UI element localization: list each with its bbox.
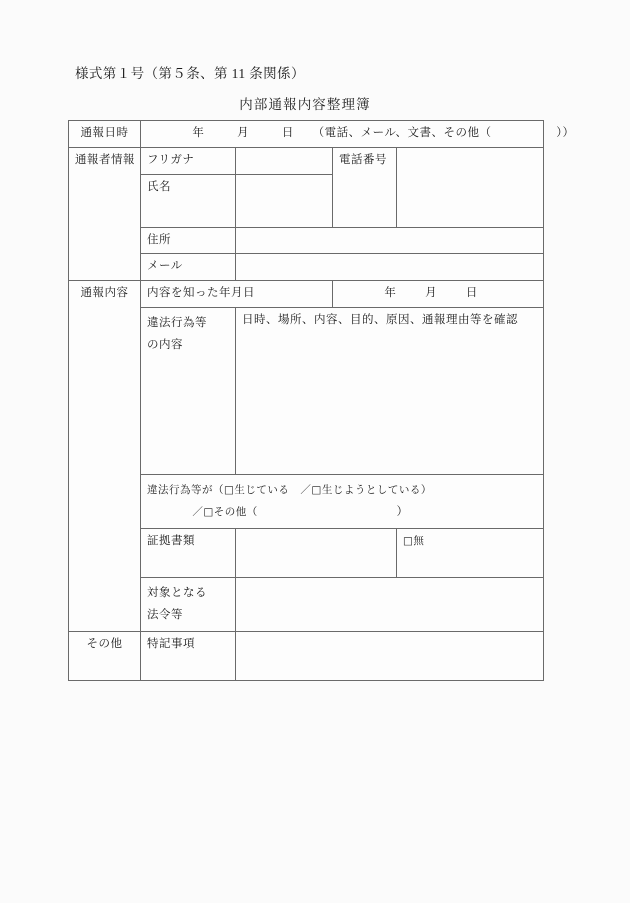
known-day-label: 日 xyxy=(465,287,478,300)
input-address[interactable] xyxy=(236,227,544,254)
input-illegal-content[interactable] xyxy=(236,308,544,475)
known-year-label: 年 xyxy=(384,287,397,300)
input-applicable-law[interactable] xyxy=(236,577,544,631)
table-row-evidence xyxy=(69,528,544,577)
table-row-illegal-content xyxy=(69,308,544,475)
illegal-status-line2-prefix: ／□その他（ xyxy=(192,506,258,519)
input-furigana[interactable] xyxy=(236,147,333,174)
known-month-label: 月 xyxy=(425,287,438,300)
table-row-remarks xyxy=(69,631,544,680)
document-title: 内部通報内容整理簿 xyxy=(239,97,371,112)
input-remarks[interactable] xyxy=(236,631,544,680)
day-label: 日 xyxy=(281,127,294,139)
table-row-illegal-status xyxy=(69,475,544,529)
label-known-date: 内容を知った年月日 xyxy=(141,281,333,308)
label-reporter-info: 通報者情報 xyxy=(69,147,141,280)
illegal-status-line1: 違法行為等が（□生じている ／□生じようとしている） xyxy=(147,484,432,497)
label-illegal-content-line1: 違法行為等 xyxy=(147,317,207,330)
hint-illegal-content: 日時、場所、内容、目的、原因、通報理由等を確認 xyxy=(242,314,518,327)
input-known-date[interactable] xyxy=(333,281,544,308)
input-phone-number[interactable] xyxy=(397,147,544,227)
report-record-table xyxy=(68,120,575,681)
label-applicable-law-line2: 法令等 xyxy=(147,609,183,622)
label-remarks: 特記事項 xyxy=(141,631,236,680)
year-label: 年 xyxy=(192,127,205,139)
label-illegal-content-line2: の内容 xyxy=(147,339,183,352)
label-report-datetime: 通報日時 xyxy=(69,121,141,148)
label-evidence: 証拠書類 xyxy=(141,528,236,577)
cell-illegal-status[interactable] xyxy=(141,475,544,529)
label-address: 住所 xyxy=(141,227,236,254)
label-furigana: フリガナ xyxy=(141,147,236,174)
label-mail: メール xyxy=(141,254,236,281)
table-row-known-date xyxy=(69,281,544,308)
table-row-applicable-law xyxy=(69,577,544,631)
checkbox-evidence-none[interactable]: □無 xyxy=(397,528,544,577)
label-illegal-content xyxy=(141,308,236,475)
cell-report-datetime-value[interactable] xyxy=(141,121,575,148)
label-phone-number: 電話番号 xyxy=(333,147,397,227)
table-row-mail xyxy=(69,254,544,281)
form-number: 様式第１号（第５条、第 11 条関係） xyxy=(75,66,305,81)
input-evidence[interactable] xyxy=(236,528,397,577)
report-methods-close: ）） xyxy=(556,127,575,139)
label-applicable-law xyxy=(141,577,236,631)
illegal-status-line2-suffix: ） xyxy=(396,506,409,519)
input-mail[interactable] xyxy=(236,254,544,281)
label-applicable-law-line1: 対象となる xyxy=(147,586,207,599)
input-name[interactable] xyxy=(236,174,333,227)
label-report-content: 通報内容 xyxy=(69,281,141,632)
table-row-furigana xyxy=(69,147,544,174)
table-row-address xyxy=(69,227,544,254)
report-methods-text: （電話、メール、文書、その他（ xyxy=(312,127,492,139)
label-other: その他 xyxy=(69,631,141,680)
month-label: 月 xyxy=(237,127,250,139)
table-row-report-datetime xyxy=(69,121,544,148)
label-name: 氏名 xyxy=(141,174,236,227)
